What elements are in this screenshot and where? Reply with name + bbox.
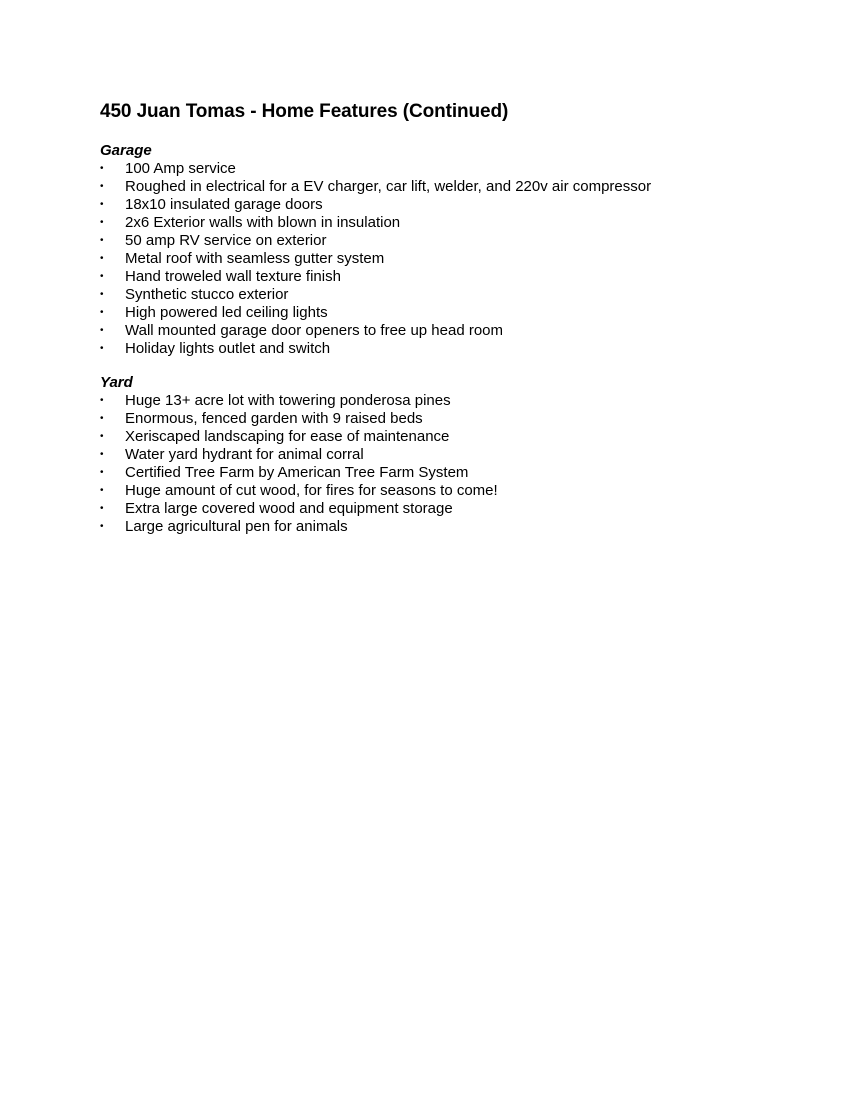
list-item-text: Extra large covered wood and equipment storage	[125, 500, 453, 517]
bullet-icon: •	[100, 521, 104, 532]
list-item	[100, 392, 800, 410]
list-item-text: 50 amp RV service on exterior	[125, 232, 327, 249]
list-item-text: Certified Tree Farm by American Tree Farm System	[125, 464, 469, 481]
list-item	[100, 322, 800, 340]
list-item	[100, 446, 800, 464]
list-item-text: Huge 13+ acre lot with towering ponderosa pines	[125, 392, 451, 409]
list-item	[100, 250, 800, 268]
list-item	[100, 214, 800, 232]
bullet-icon: •	[100, 271, 104, 282]
bullet-icon: •	[100, 395, 104, 406]
list-item	[100, 428, 800, 446]
document-page	[100, 98, 800, 536]
bullet-icon: •	[100, 343, 104, 354]
list-item	[100, 286, 800, 304]
list-item-text: 2x6 Exterior walls with blown in insulation	[125, 214, 401, 231]
list-item	[100, 464, 800, 482]
list-item	[100, 232, 800, 250]
list-item-text: Roughed in electrical for a EV charger, car lift, welder, and 220v air compressor	[125, 178, 652, 195]
bullet-icon: •	[100, 449, 104, 460]
list-item-text: High powered led ceiling lights	[125, 304, 328, 321]
list-item	[100, 268, 800, 286]
list-item	[100, 518, 800, 536]
list-item-text: Synthetic stucco exterior	[125, 286, 289, 303]
bullet-icon: •	[100, 503, 104, 514]
sections-container	[100, 142, 800, 536]
feature-list	[100, 392, 800, 536]
document-title: 450 Juan Tomas - Home Features (Continued)	[100, 101, 509, 122]
bullet-icon: •	[100, 431, 104, 442]
section-yard	[100, 374, 800, 536]
list-item-text: Large agricultural pen for animals	[125, 518, 348, 535]
list-item-text: Xeriscaped landscaping for ease of maintenance	[125, 428, 450, 445]
bullet-icon: •	[100, 307, 104, 318]
list-item-text: Water yard hydrant for animal corral	[125, 446, 364, 463]
bullet-icon: •	[100, 485, 104, 496]
section-garage	[100, 142, 800, 358]
feature-list	[100, 160, 800, 358]
section-heading: Yard	[100, 374, 133, 391]
bullet-icon: •	[100, 325, 104, 336]
bullet-icon: •	[100, 467, 104, 478]
list-item-text: Hand troweled wall texture finish	[125, 268, 341, 285]
list-item	[100, 482, 800, 500]
list-item-text: Holiday lights outlet and switch	[125, 340, 331, 357]
list-item	[100, 160, 800, 178]
bullet-icon: •	[100, 199, 104, 210]
list-item	[100, 178, 800, 196]
bullet-icon: •	[100, 289, 104, 300]
bullet-icon: •	[100, 235, 104, 246]
list-item-text: 100 Amp service	[125, 160, 236, 177]
list-item-text: Wall mounted garage door openers to free up head room	[125, 322, 504, 339]
bullet-icon: •	[100, 217, 104, 228]
list-item	[100, 500, 800, 518]
bullet-icon: •	[100, 163, 104, 174]
list-item	[100, 304, 800, 322]
list-item	[100, 196, 800, 214]
list-item-text: 18x10 insulated garage doors	[125, 196, 323, 213]
list-item-text: Metal roof with seamless gutter system	[125, 250, 385, 267]
list-item-text: Huge amount of cut wood, for fires for seasons to come!	[125, 482, 498, 499]
list-item	[100, 410, 800, 428]
bullet-icon: •	[100, 253, 104, 264]
list-item	[100, 340, 800, 358]
list-item-text: Enormous, fenced garden with 9 raised beds	[125, 410, 423, 427]
bullet-icon: •	[100, 181, 104, 192]
section-heading: Garage	[100, 142, 152, 159]
bullet-icon: •	[100, 413, 104, 424]
